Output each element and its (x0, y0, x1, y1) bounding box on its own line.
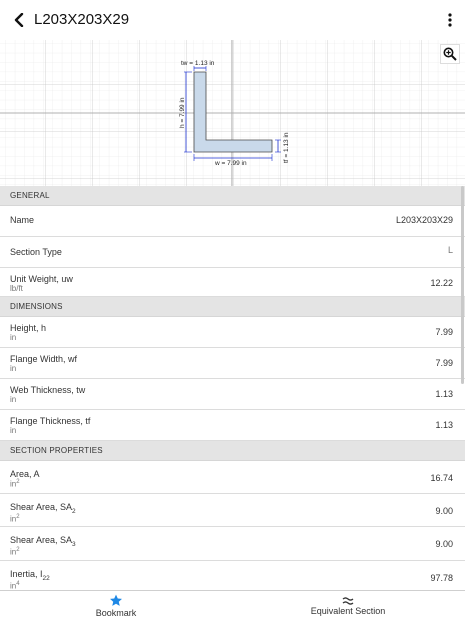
row-label: Web Thickness, tw (10, 385, 86, 395)
row-unit-weight[interactable] (0, 268, 465, 297)
list-scrollbar[interactable] (461, 186, 464, 384)
row-flange-width[interactable] (0, 348, 465, 379)
label-subscript: 22 (42, 574, 50, 582)
star-icon (109, 594, 123, 607)
row-value: 97.78 (430, 573, 453, 583)
zoom-button[interactable] (440, 44, 460, 64)
row-label (10, 569, 50, 582)
unit-exponent: 2 (16, 479, 20, 485)
row-unit: in (10, 395, 17, 404)
row-section-type[interactable] (0, 237, 465, 268)
w-dimension-label: w = 7.99 in (215, 160, 247, 167)
row-label (10, 502, 76, 515)
more-vertical-icon (448, 13, 452, 27)
label-base: Inertia, I (10, 569, 43, 579)
page-title: L203X203X29 (34, 11, 130, 28)
section-header-general: GENERAL (0, 186, 465, 206)
row-value: 12.22 (430, 278, 453, 288)
unit-base: in (10, 514, 17, 524)
bookmark-tab[interactable] (0, 591, 232, 620)
row-unit (10, 547, 20, 557)
unit-base: in (10, 547, 17, 557)
row-inertia-22[interactable] (0, 561, 465, 590)
row-shear-area-2[interactable] (0, 494, 465, 527)
section-header-dimensions: DIMENSIONS (0, 297, 465, 317)
unit-exponent: 2 (16, 514, 20, 520)
bookmark-label: Bookmark (95, 608, 137, 618)
row-unit (10, 581, 20, 590)
row-unit (10, 514, 20, 524)
row-value: 9.00 (435, 506, 453, 516)
unit-base: in (10, 581, 17, 590)
equivalent-section-tab[interactable] (232, 591, 464, 620)
row-label: Section Type (10, 247, 62, 257)
row-value: 16.74 (430, 473, 453, 483)
row-name[interactable] (0, 206, 465, 237)
more-options-button[interactable] (441, 9, 459, 31)
section-drawing (0, 40, 465, 186)
row-value: 7.99 (435, 327, 453, 337)
row-label (10, 535, 76, 548)
tw-dimension-label: tw = 1.13 in (181, 60, 215, 67)
row-unit: in (10, 364, 17, 373)
bottom-navigation (0, 590, 465, 620)
row-value: 1.13 (435, 389, 453, 399)
tf-dimension-label: tf = 1.13 in (283, 132, 290, 163)
row-label: Name (10, 215, 35, 225)
back-button[interactable] (8, 9, 30, 31)
approx-equal-icon (342, 596, 354, 605)
unit-base: in (10, 479, 17, 489)
section-header-properties: SECTION PROPERTIES (0, 441, 465, 461)
app-bar (0, 0, 465, 40)
row-label: Unit Weight, uw (10, 274, 73, 284)
unit-exponent: 4 (16, 581, 20, 587)
label-subscript: 3 (72, 540, 76, 548)
label-base: Shear Area, SA (10, 535, 73, 545)
row-unit: in (10, 333, 17, 342)
label-base: Shear Area, SA (10, 502, 73, 512)
row-shear-area-3[interactable] (0, 527, 465, 561)
label-subscript: 2 (72, 507, 76, 515)
equivalent-section-label: Equivalent Section (310, 606, 386, 616)
row-label: Flange Thickness, tf (10, 416, 91, 426)
row-flange-thickness[interactable] (0, 410, 465, 441)
row-unit (10, 479, 20, 489)
row-unit: lb/ft (10, 284, 23, 293)
row-area[interactable] (0, 461, 465, 494)
zoom-in-icon (443, 47, 457, 61)
row-height[interactable] (0, 317, 465, 348)
row-label: Flange Width, wf (10, 354, 78, 364)
row-web-thickness[interactable] (0, 379, 465, 410)
row-label: Height, h (10, 323, 47, 333)
section-drawing-canvas[interactable] (0, 40, 465, 186)
row-value: 7.99 (435, 358, 453, 368)
unit-exponent: 2 (16, 547, 20, 553)
row-label: Area, A (10, 469, 40, 479)
h-dimension-label: h = 7.99 in (179, 97, 186, 128)
row-value: L203X203X29 (395, 215, 453, 225)
chevron-left-icon (13, 13, 25, 27)
property-list[interactable] (0, 186, 465, 590)
row-value: L (447, 245, 453, 255)
row-unit: in (10, 426, 17, 435)
row-value: 1.13 (435, 420, 453, 430)
row-value: 9.00 (435, 539, 453, 549)
